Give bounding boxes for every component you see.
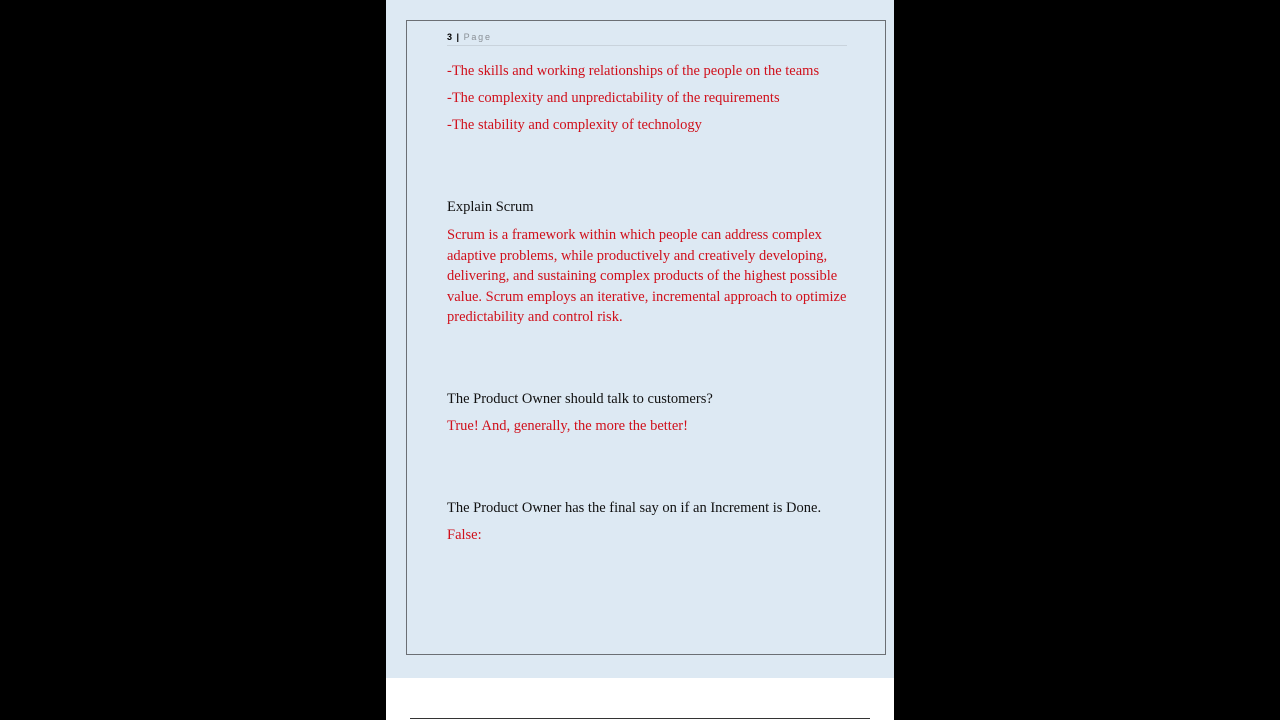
page-label: Page	[463, 32, 492, 42]
next-page	[386, 678, 894, 720]
answer-po-done: False:	[447, 527, 482, 543]
factor-item: -The stability and complexity of technology	[447, 117, 702, 133]
answer-po-customers: True! And, generally, the more the better!	[447, 418, 688, 434]
question-explain-scrum: Explain Scrum	[447, 199, 534, 215]
question-po-done: The Product Owner has the final say on if an Increment is Done.	[447, 500, 822, 516]
answer-explain-scrum: Scrum is a framework within which people can address complex adaptive problems, while productively and creatively developing, delivering, and sustaining complex products of the highest possible value. Scrum employs an iterative, incremental approach to optimize predictability and control risk.	[447, 227, 847, 325]
factor-item: -The complexity and unpredictability of the requirements	[447, 90, 780, 106]
question-po-customers: The Product Owner should talk to customers?	[447, 391, 713, 407]
document-page	[386, 0, 894, 678]
header-separator: |	[456, 32, 460, 42]
factor-item: -The skills and working relationships of the people on the teams	[447, 63, 820, 79]
page-number: 3	[447, 32, 453, 42]
next-page-rule	[410, 718, 870, 719]
page-header	[447, 31, 847, 46]
